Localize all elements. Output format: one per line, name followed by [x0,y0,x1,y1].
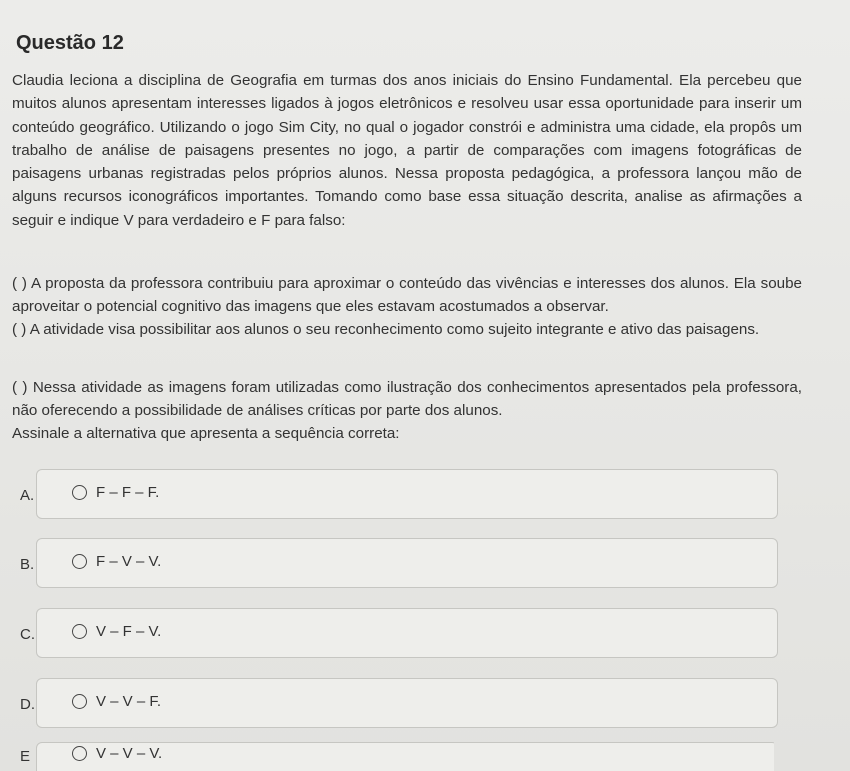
option-text: F – F – F. [96,484,160,501]
option-b[interactable] [14,538,774,596]
option-letter: B. [20,556,35,573]
radio-circle-icon[interactable] [72,694,87,709]
question-statement: Claudia leciona a disciplina de Geografia em turmas dos anos iniciais do Ensino Fundamental. Ela percebeu que muitos alunos apresentam interesses ligados à jogos eletrônicos e resolveu usar essa oportunidade para inserir um conteúdo geográfico. Utilizando o jogo Sim City, no qual o jogador constrói e administra uma cidade, ela propôs um trabalho de análise de paisagens presentes no jogo, a partir de comparações com imagens fotográficas de paisagens urbanas registradas pelos próprios alunos. Nessa proposta pedagógica, a professora lançou mão de alguns recursos iconográficos importantes. Tomando como base essa situação descrita, analise as afirmações a seguir e indique V para verdadeiro e F para falso: [12,72,802,229]
option-letter: E [20,748,31,765]
option-text: V – V – V. [96,745,163,762]
option-text: F – V – V. [96,553,162,570]
radio-circle-icon[interactable] [72,746,87,761]
option-text: V – V – F. [96,693,162,710]
radio-circle-icon[interactable] [72,554,87,569]
affirmation-2: ( ) A atividade visa possibilitar aos alunos o seu reconhecimento como sujeito integrante e ativo das paisagens. [12,321,760,338]
radio-circle-icon[interactable] [72,485,87,500]
radio-circle-icon[interactable] [72,624,87,639]
option-d[interactable] [14,678,774,736]
option-text: V – F – V. [96,623,162,640]
question-title: Questão 12 [16,32,124,54]
option-a[interactable] [14,469,774,527]
option-c[interactable] [14,608,774,666]
affirmation-3: ( ) Nessa atividade as imagens foram utilizadas como ilustração dos conhecimentos apresentados pela professora, não oferecendo a possibilidade de análises críticas por parte dos alunos. [12,379,802,420]
option-letter: C. [20,626,35,643]
affirmation-1: ( ) A proposta da professora contribuiu para aproximar o conteúdo das vivências e interesses dos alunos. Ela soube aproveitar o potencial cognitivo das imagens que eles estavam acostumados a observar. [12,275,802,316]
question-instruction: Assinale a alternativa que apresenta a sequência correta: [12,425,400,442]
option-letter: A. [20,487,35,504]
option-letter: D. [20,696,35,713]
option-e[interactable] [14,742,774,771]
